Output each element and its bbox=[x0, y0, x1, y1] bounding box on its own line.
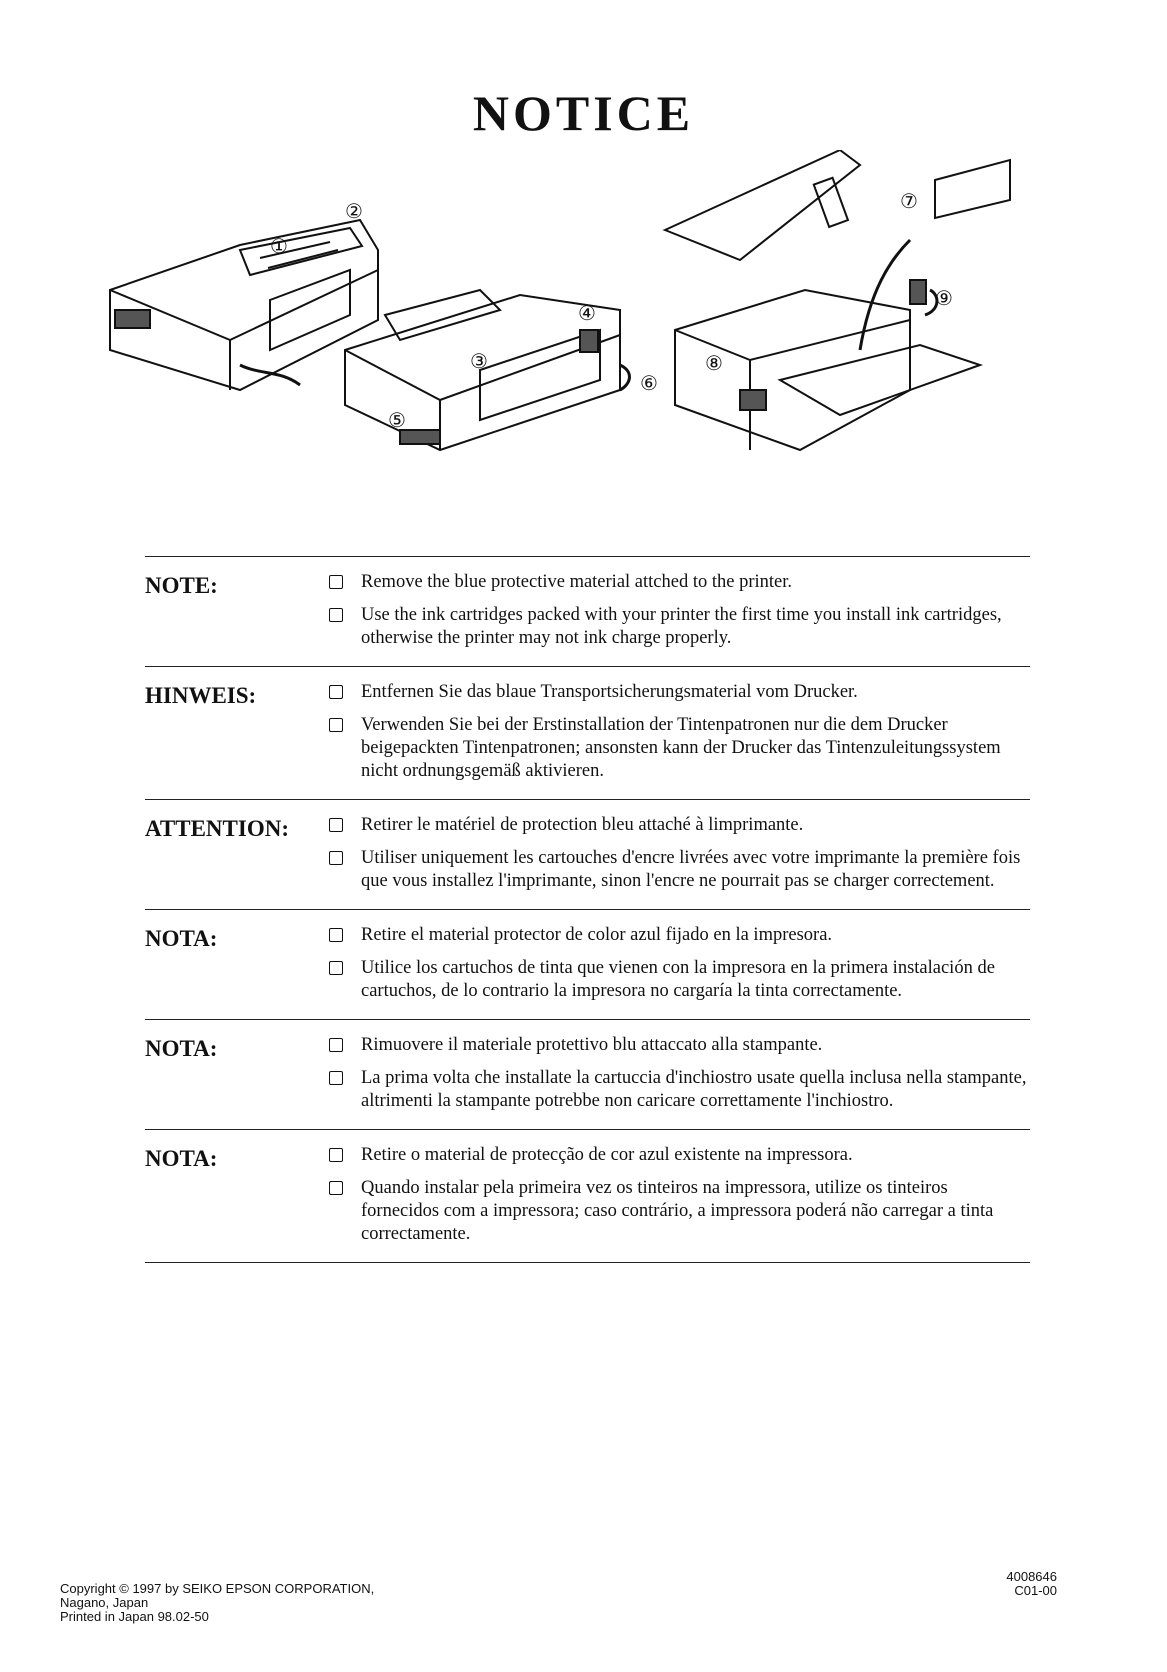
item-text: Retirer le matériel de protection bleu attaché à limprimante. bbox=[361, 815, 804, 835]
note-section-pt bbox=[145, 1129, 1030, 1263]
checkbox-bullet-icon bbox=[329, 718, 343, 732]
list-item bbox=[329, 847, 1030, 893]
label-card bbox=[935, 160, 1010, 218]
section-heading: ATTENTION: bbox=[145, 816, 289, 841]
part-number: 4008646 bbox=[1006, 1569, 1057, 1584]
section-heading: NOTA: bbox=[145, 926, 218, 951]
item-text: La prima volta che installate la cartuccia d'inchiostro usate quella inclusa nella stampante, altrimenti la stampante potrebbe non caricare correttamente l'inchiostro. bbox=[361, 1068, 1027, 1111]
list-item bbox=[329, 1144, 1030, 1167]
revision-code: C01-00 bbox=[1014, 1583, 1057, 1598]
callout-8: ⑧ bbox=[705, 351, 723, 375]
list-item bbox=[329, 571, 1030, 594]
list-item bbox=[329, 814, 1030, 837]
item-text: Use the ink cartridges packed with your printer the first time you install ink cartridges, otherwise the printer may not ink charge properly. bbox=[361, 605, 1002, 648]
item-text: Retire el material protector de color azul fijado en la impresora. bbox=[361, 925, 833, 945]
callout-6: ⑥ bbox=[640, 371, 658, 395]
callout-5: ⑤ bbox=[388, 408, 406, 432]
item-text: Rimuovere il materiale protettivo blu attaccato alla stampante. bbox=[361, 1035, 823, 1055]
checkbox-bullet-icon bbox=[329, 608, 343, 622]
list-item bbox=[329, 924, 1030, 947]
location-line: Nagano, Japan bbox=[60, 1595, 149, 1610]
list-item bbox=[329, 604, 1030, 650]
list-item bbox=[329, 1177, 1030, 1246]
list-item bbox=[329, 957, 1030, 1003]
item-text: Utilice los cartuchos de tinta que vienen con la impresora en la primera instalación de cartuchos, de lo contrario la impresora no cargaría la tinta correctamente. bbox=[361, 958, 995, 1001]
note-section-fr bbox=[145, 799, 1030, 909]
callout-7: ⑦ bbox=[900, 189, 918, 213]
item-text: Quando instalar pela primeira vez os tinteiros na impressora, utilize os tinteiros fornecidos com a impressora; caso contrário, a impressora poderá não carregar a tinta correctamente. bbox=[361, 1178, 994, 1244]
item-text: Verwenden Sie bei der Erstinstallation der Tintenpatronen nur die dem Drucker beigepackten Tintenpatronen; ansonsten kann der Drucker das Tintenzuleitungssystem nicht ordnungsgemäß aktivieren. bbox=[361, 715, 1001, 781]
note-section-de bbox=[145, 666, 1030, 799]
note-section-es bbox=[145, 909, 1030, 1019]
section-heading: HINWEIS: bbox=[145, 683, 257, 708]
item-text: Utiliser uniquement les cartouches d'encre livrées avec votre imprimante la première fois que vous installez l'imprimante, sinon l'encre ne pourrait pas se charger correctement. bbox=[361, 848, 1021, 891]
list-item bbox=[329, 714, 1030, 783]
printer-back-view bbox=[110, 220, 378, 390]
list-item bbox=[329, 681, 1030, 704]
list-item bbox=[329, 1034, 1030, 1057]
item-text: Remove the blue protective material attched to the printer. bbox=[361, 572, 792, 592]
section-heading: NOTE: bbox=[145, 573, 218, 598]
footer-copyright bbox=[60, 1582, 374, 1624]
footer-part-number bbox=[1006, 1570, 1057, 1598]
section-heading: NOTA: bbox=[145, 1146, 218, 1171]
checkbox-bullet-icon bbox=[329, 575, 343, 589]
callout-2: ② bbox=[345, 199, 363, 223]
checkbox-bullet-icon bbox=[329, 851, 343, 865]
page-title: NOTICE bbox=[472, 85, 695, 141]
callout-9: ⑨ bbox=[935, 286, 953, 310]
checkbox-bullet-icon bbox=[329, 961, 343, 975]
note-section-it bbox=[145, 1019, 1030, 1129]
callout-4: ④ bbox=[578, 301, 596, 325]
list-item bbox=[329, 1067, 1030, 1113]
checkbox-bullet-icon bbox=[329, 1181, 343, 1195]
item-text: Entfernen Sie das blaue Transportsicherungsmaterial vom Drucker. bbox=[361, 682, 858, 702]
item-text: Retire o material de protecção de cor azul existente na impressora. bbox=[361, 1145, 853, 1165]
printer-setup-illustration bbox=[100, 150, 1080, 510]
checkbox-bullet-icon bbox=[329, 1071, 343, 1085]
notes-list bbox=[145, 556, 1030, 1263]
checkbox-bullet-icon bbox=[329, 818, 343, 832]
callout-1: ① bbox=[270, 234, 288, 258]
printed-line: Printed in Japan 98.02-50 bbox=[60, 1609, 209, 1624]
note-section-en bbox=[145, 556, 1030, 666]
printer-open-view bbox=[665, 150, 980, 450]
checkbox-bullet-icon bbox=[329, 685, 343, 699]
checkbox-bullet-icon bbox=[329, 928, 343, 942]
callout-3: ③ bbox=[470, 349, 488, 373]
copyright-line: Copyright © 1997 by SEIKO EPSON CORPORATION, bbox=[60, 1581, 375, 1596]
checkbox-bullet-icon bbox=[329, 1148, 343, 1162]
section-heading: NOTA: bbox=[145, 1036, 218, 1061]
checkbox-bullet-icon bbox=[329, 1038, 343, 1052]
